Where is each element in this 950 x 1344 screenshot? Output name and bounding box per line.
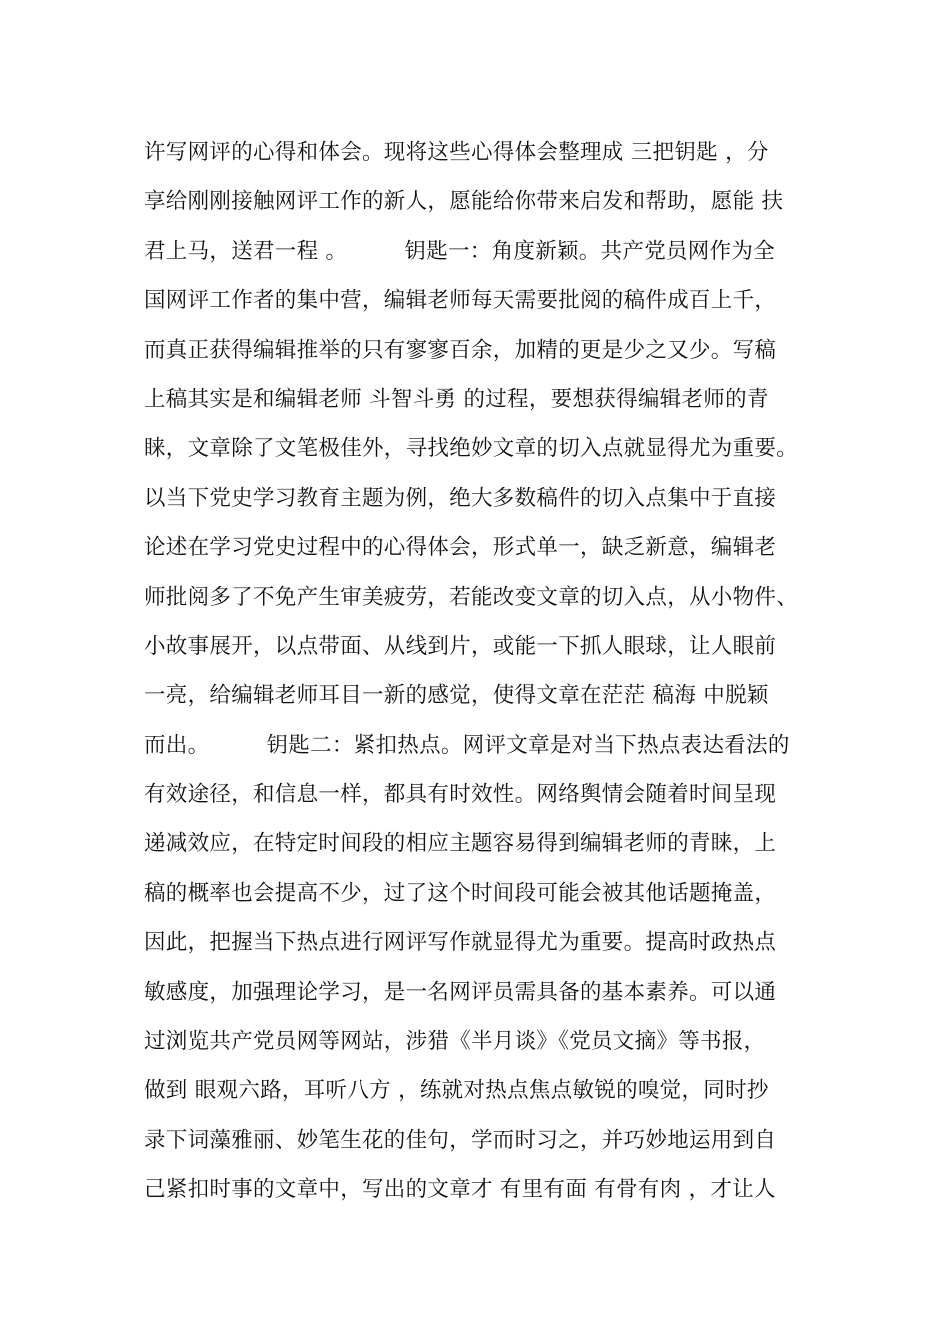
text-line: 睐，文章除了文笔极佳外，寻找绝妙文章的切入点就显得尤为重要。 (144, 436, 799, 462)
text-line: 录下词藻雅丽、妙笔生花的佳句，学而时习之，并巧妙地运用到自 (144, 1127, 777, 1153)
text-line: 论述在学习党史过程中的心得体会，形式单一，缺乏新意，编辑老 (144, 535, 777, 561)
text-line: 以当下党史学习教育主题为例，绝大多数稿件的切入点集中于直接 (144, 485, 777, 511)
text-line: 己紧扣时事的文章中，写出的文章才 有里有面 有骨有肉 ，才让人 (144, 1177, 776, 1203)
text-line: 小故事展开，以点带面、从线到片，或能一下抓人眼球，让人眼前 (144, 633, 777, 659)
text-line: 而出。 钥匙二：紧扣热点。网评文章是对当下热点表达看法的 (144, 732, 790, 758)
body-text (144, 128, 834, 1215)
text-line: 过浏览共产党员网等网站，涉猎《半月谈》《党员文摘》等书报， (144, 1029, 766, 1055)
text-line: 享给刚刚接触网评工作的新人，愿能给你带来启发和帮助，愿能 扶 (144, 189, 784, 215)
text-line: 稿的概率也会提高不少，过了这个时间段可能会被其他话题掩盖， (144, 880, 777, 906)
text-line: 许写网评的心得和体会。现将这些心得体会整理成 三把钥匙 ，分 (144, 140, 769, 165)
text-line: 国网评工作者的集中营，编辑老师每天需要批阅的稿件成百上千， (144, 288, 777, 314)
text-line: 递减效应，在特定时间段的相应主题容易得到编辑老师的青睐，上 (144, 831, 777, 857)
text-line: 有效途径，和信息一样，都具有时效性。网络舆情会随着时间呈现 (144, 782, 777, 808)
text-line: 君上马，送君一程 。 钥匙一：角度新颖。共产党员网作为全 (144, 238, 776, 264)
text-line: 敏感度，加强理论学习，是一名网评员需具备的基本素养。可以通 (144, 979, 777, 1005)
text-line: 因此，把握当下热点进行网评写作就显得尤为重要。提高时政热点 (144, 930, 777, 956)
text-line: 做到 眼观六路，耳听八方 ，练就对热点焦点敏锐的嗅觉，同时抄 (144, 1078, 769, 1104)
text-line: 上稿其实是和编辑老师 斗智斗勇 的过程，要想获得编辑老师的青 (144, 386, 769, 412)
text-line: 师批阅多了不免产生审美疲劳，若能改变文章的切入点，从小物件、 (144, 584, 799, 610)
text-line: 而真正获得编辑推举的只有寥寥百余，加精的更是少之又少。写稿 (144, 337, 777, 363)
text-line: 一亮，给编辑老师耳目一新的感觉，使得文章在茫茫 稿海 中脱颖 (144, 683, 769, 709)
